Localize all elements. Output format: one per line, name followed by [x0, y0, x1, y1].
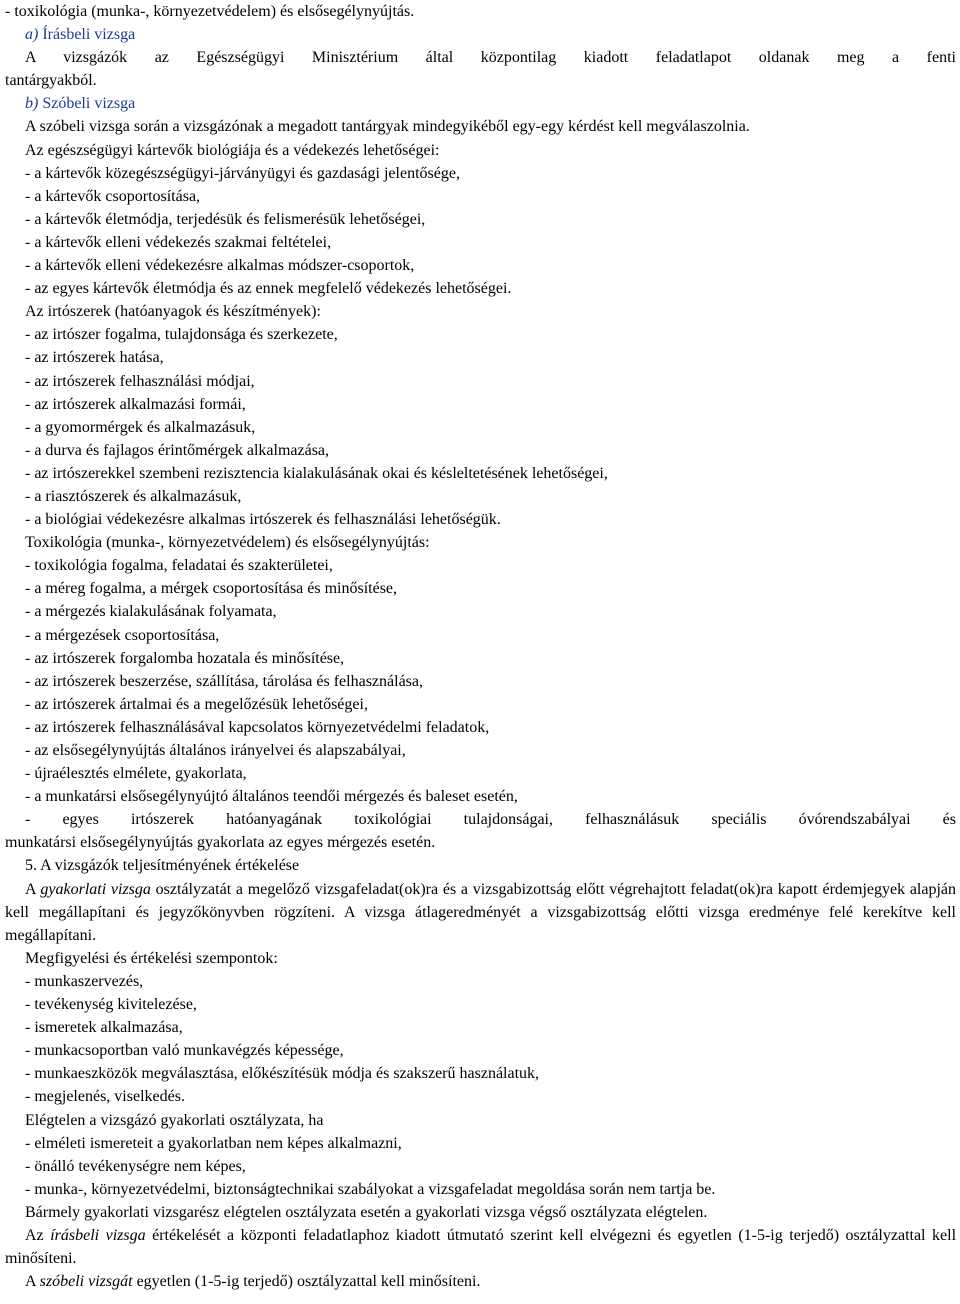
list-marker: b)	[25, 95, 39, 113]
paragraph-oral-exam	[5, 1270, 956, 1293]
list-item: - a kártevők elleni védekezésre alkalmas módszer-csoportok,	[25, 257, 415, 275]
list-item: - elméleti ismereteit a gyakorlatban nem képes alkalmazni,	[25, 1134, 402, 1152]
list-item: - munkacsoportban való munkavégzés képessége,	[25, 1042, 344, 1060]
emphasis-text: írásbeli vizsga	[50, 1226, 146, 1244]
list-item: - az irtószer fogalma, tulajdonsága és szerkezete,	[25, 326, 338, 344]
list-item: - az irtószerek felhasználási módjai,	[25, 372, 255, 390]
list-item: - ismeretek alkalmazása,	[25, 1019, 183, 1037]
list-item: - az irtószerekkel szembeni rezisztencia kialakulásának okai és késleltetésének lehetőségei,	[25, 464, 608, 482]
section-heading-oral-exam	[5, 92, 956, 115]
list-item: - a kártevők életmódja, terjedésük és felismerésük lehetőségei,	[25, 210, 426, 228]
list-marker: a)	[25, 26, 39, 44]
text-span: A	[25, 1273, 40, 1291]
paragraph-written-exam	[5, 1224, 956, 1270]
paragraph-practical-exam	[5, 878, 956, 947]
list-item: - megjelenés, viselkedés.	[25, 1088, 185, 1106]
list-item: - az egyes kártevők életmódja és az ennek megfelelő védekezés lehetőségei.	[25, 280, 512, 298]
text-span: Az	[25, 1226, 51, 1244]
heading-text: Szóbeli vizsga	[42, 95, 136, 113]
list-item: - egyes irtószerek hatóanyagának toxikológiai tulajdonságai, felhasználásuk speciális óvórendszabályai és	[25, 811, 956, 829]
list-item: - a méreg fogalma, a mérgek csoportosítása és minősítése,	[25, 580, 398, 598]
list-item: - a kártevők elleni védekezés szakmai feltételei,	[25, 233, 332, 251]
subject-heading: Elégtelen a vizsgázó gyakorlati osztályzata, ha	[25, 1111, 324, 1129]
list-item: - a mérgezések csoportosítása,	[25, 626, 220, 644]
list-item: - az irtószerek hatása,	[25, 349, 164, 367]
list-item: - a munkatársi elsősegélynyújtó általános teendői mérgezés és baleset esetén,	[25, 788, 518, 806]
list-item: - munkaeszközök megválasztása, előkészítésük módja és szakszerű használatuk,	[25, 1065, 540, 1083]
list-item: - a kártevők csoportosítása,	[25, 187, 201, 205]
list-item: - tevékenység kivitelezése,	[25, 996, 197, 1014]
list-item: - a riasztószerek és alkalmazásuk,	[25, 487, 242, 505]
emphasis-text: gyakorlati vizsga	[40, 880, 151, 898]
text-line: - toxikológia (munka-, környezetvédelem) és elsősegélynyújtás.	[5, 3, 415, 20]
list-item: - az irtószerek forgalomba hozatala és minősítése,	[25, 649, 345, 667]
text-line: A szóbeli vizsga során a vizsgázónak a megadott tantárgyak mindegyikéből egy-egy kérdést kell megválaszolnia.	[25, 118, 750, 136]
list-item: - önálló tevékenységre nem képes,	[25, 1157, 246, 1175]
text-span: osztályzatát a megelőző vizsgafeladat(ok)ra és a vizsgabizottság előtt végrehajtott feladat(ok)ra kapott érdemjegyek alapján kell megállapítani és jegyzőkönyvben rögzíteni. A vizsga átlageredményét a vizsgabizottság előtti vizsga eredménye felé kerekítve kell megállapítani.	[5, 880, 957, 944]
text-line: tantárgyakból.	[5, 72, 97, 90]
text-span: egyetlen (1-5-ig terjedő) osztályzattal kell minősíteni.	[132, 1273, 481, 1291]
section-heading-written-exam	[5, 23, 956, 46]
text-span: A	[25, 880, 41, 898]
text-line: A vizsgázók az Egészségügyi Minisztérium által központilag kiadott feladatlapot oldanak meg a fenti	[25, 49, 956, 67]
text-line: Bármely gyakorlati vizsgarész elégtelen osztályzata esetén a gyakorlati vizsga végső osztályzata elégtelen.	[25, 1203, 708, 1221]
list-item: - a mérgezés kialakulásának folyamata,	[25, 603, 277, 621]
text-span: értékelését a központi feladatlaphoz kiadott útmutató szerint kell elvégezni és egyetlen (1-5-ig terjedő) osztályzattal kell minősíteni.	[5, 1226, 957, 1268]
subject-heading: Toxikológia (munka-, környezetvédelem) és elsősegélynyújtás:	[25, 534, 430, 552]
list-item: - az irtószerek alkalmazási formái,	[25, 395, 246, 413]
list-item: - a durva és fajlagos érintőmérgek alkalmazása,	[25, 441, 330, 459]
list-item: - a biológiai védekezésre alkalmas irtószerek és felhasználási lehetőségük.	[25, 511, 501, 529]
list-item: - az elsősegélynyújtás általános irányelvei és alapszabályai,	[25, 742, 406, 759]
subject-heading: Megfigyelési és értékelési szempontok:	[25, 949, 278, 967]
list-item: - a kártevők közegészségügyi-járványügyi és gazdasági jelentősége,	[25, 164, 460, 182]
subject-heading: Az egészségügyi kártevők biológiája és a védekezés lehetőségei:	[25, 141, 440, 159]
list-item: - munka-, környezetvédelmi, biztonságtechnikai szabályokat a vizsgafeladat megoldása során nem tartja be.	[25, 1180, 716, 1198]
list-item: - újraélesztés elmélete, gyakorlata,	[25, 765, 247, 783]
list-item: - munkaszervezés,	[25, 972, 144, 990]
list-item: - a gyomormérgek és alkalmazásuk,	[25, 418, 256, 436]
list-item: - az irtószerek ártalmai és a megelőzésük lehetőségei,	[25, 695, 368, 713]
text-line: munkatársi elsősegélynyújtás gyakorlata az egyes mérgezés esetén.	[5, 834, 436, 852]
list-item: - az irtószerek beszerzése, szállítása, tárolása és felhasználása,	[25, 672, 423, 690]
heading-text: Írásbeli vizsga	[42, 26, 136, 44]
emphasis-text: szóbeli vizsgát	[39, 1273, 133, 1291]
section-heading-evaluation: 5. A vizsgázók teljesítményének értékelése	[25, 857, 300, 875]
list-item: - toxikológia fogalma, feladatai és szakterületei,	[25, 557, 333, 575]
subject-heading: Az irtószerek (hatóanyagok és készítmények):	[25, 303, 321, 321]
list-item: - az irtószerek felhasználásával kapcsolatos környezetvédelmi feladatok,	[25, 718, 490, 736]
